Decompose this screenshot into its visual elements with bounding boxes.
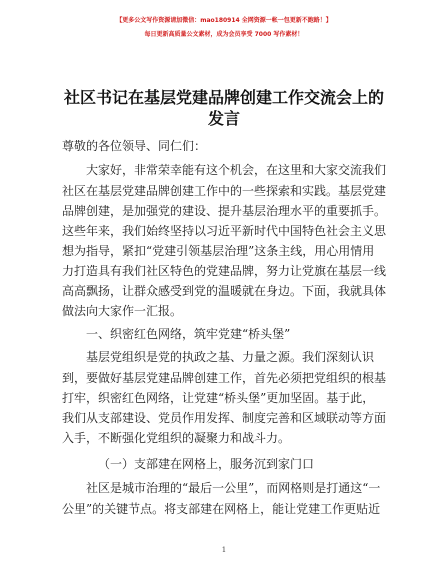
subsection-heading: （一）支部建在网格上，服务沉到家门口	[98, 457, 315, 471]
body-line: 入手，不断强化党组织的凝聚力和战斗力。	[62, 431, 291, 445]
body-line: 做法向大家作一汇报。	[62, 304, 183, 318]
body-line: 品牌创建，是加强党的建设、提升基层治理水平的重要抓手。	[62, 204, 387, 218]
body-line: 到，要做好基层党建品牌创建工作，首先必须把党组织的根基	[62, 371, 387, 385]
body-line: 社区在基层党建品牌创建工作中的一些探索和实践。基层党建	[62, 184, 387, 198]
body-line: 想为指导，紧扣“党建引领基层治理”这条主线，用心用情用	[62, 244, 375, 258]
document-title-line-2: 发言	[207, 109, 240, 128]
body-line: 力打造具有我们社区特色的党建品牌，努力让党旗在基层一线	[62, 264, 387, 278]
body-line: 这些年来，我们始终坚持以习近平新时代中国特色社会主义思	[62, 224, 387, 238]
document-title-line-1: 社区书记在基层党建品牌创建工作交流会上的	[63, 88, 384, 107]
body-line: 基层党组织是党的执政之基、力量之源。我们深刻认识	[86, 350, 375, 364]
body-line: 社区是城市治理的“最后一公里”，而网格则是打通这“一	[86, 481, 381, 495]
body-line: 打牢，织密红色网络，让党建“桥头堡”更加坚固。基于此，	[62, 391, 375, 405]
body-line: 大家好，非常荣幸能有这个机会，在这里和大家交流我们	[86, 163, 387, 177]
body-line: 公里”的关键节点。将支部建在网格上，能让党建工作更贴近	[62, 502, 381, 516]
page-number: 1	[221, 546, 227, 554]
body-line: 高高飘扬，让群众感受到党的温暖就在身边。下面，我就具体	[62, 284, 387, 298]
body-line: 我们从支部建设、党员作用发挥、制度完善和区域联动等方面	[62, 411, 387, 425]
salutation: 尊敬的各位领导、同仁们：	[62, 139, 207, 153]
promo-banner-line-1: 【更多公文写作资源请加微信：mao180914 全网资源一帐一包更新不跑路！】	[116, 17, 332, 24]
promo-banner-line-2: 每日更新高质量公文素材，成为会员享受 7000 写作素材！	[144, 31, 304, 38]
section-heading: 一、织密红色网络，筑牢党建“桥头堡”	[86, 327, 291, 341]
